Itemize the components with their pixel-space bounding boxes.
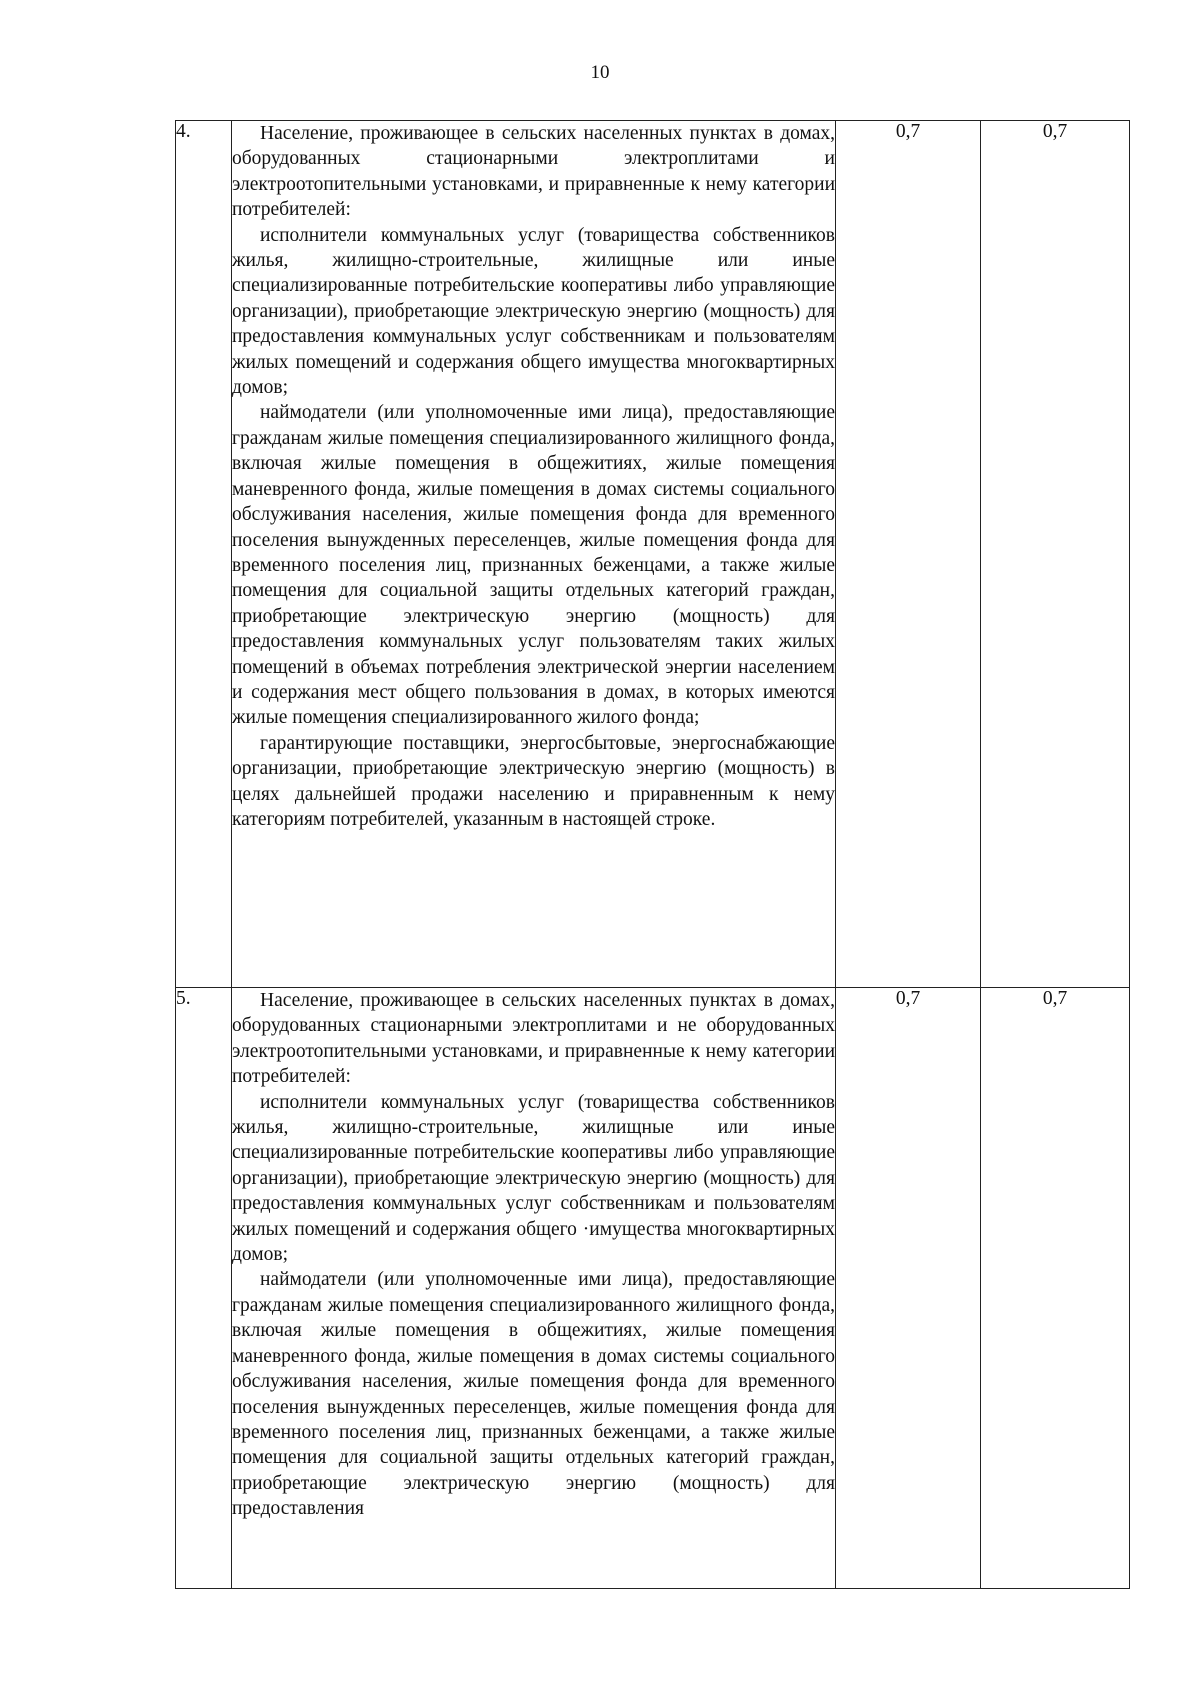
description-paragraph: наймодатели (или уполномоченные ими лица), предоставляющие гражданам жилые помещения специализированного жилищного фонда, включая жилые помещения в общежитиях, жилые помещения маневренного фонда, жилые помещения в домах системы социального обслуживания населения, жилые помещения фонда для временного поселения вынужденных переселенцев, жилые помещения фонда для временного поселения лиц, признанных беженцами, а также жилые помещения для социальной защиты отдельных категорий граждан, приобретающие электрическую энергию (мощность) для предоставления коммунальных услуг пользователям таких жилых помещений в объемах потребления электрической энергии населением и содержания мест общего пользования в домах, в которых имеются жилые помещения специализированного жилого фонда; [232, 402, 835, 729]
description-paragraph: Население, проживающее в сельских населенных пунктах в домах, оборудованных стационарными электроплитами и электроотопительными установками, и приравненные к нему категории потребителей: [232, 123, 835, 221]
value-cell-1: 0,7 [836, 988, 981, 1589]
description-paragraph: исполнители коммунальных услуг (товарищества собственников жилья, жилищно-строительные, жилищные или иные специализированные потребительские кооперативы либо управляющие организации), приобретающие электрическую энергию (мощность) для предоставления коммунальных услуг собственникам и пользователям жилых помещений и содержания общего имущества многоквартирных домов; [232, 224, 835, 399]
row-number: 5. [176, 988, 232, 1589]
description-paragraph: исполнители коммунальных услуг (товарищества собственников жилья, жилищно-строительные, жилищные или иные специализированные потребительские кооперативы либо управляющие организации), приобретающие электрическую энергию (мощность) для предоставления коммунальных услуг собственникам и пользователям жилых помещений и содержания общего ·имущества многоквартирных домов; [232, 1091, 835, 1266]
table-row [176, 988, 1130, 1589]
tariff-table [175, 120, 1130, 1589]
description-paragraph: гарантирующие поставщики, энергосбытовые, энергоснабжающие организации, приобретающие электрическую энергию (мощность) в целях дальнейшей продажи населению и приравненным к нему категориям потребителей, указанным в настоящей строке. [232, 732, 835, 830]
value-cell-2: 0,7 [981, 988, 1130, 1589]
value-cell-2: 0,7 [981, 121, 1130, 988]
table-row [176, 121, 1130, 988]
row-number: 4. [176, 121, 232, 988]
row-description [232, 121, 836, 988]
description-paragraph: Население, проживающее в сельских населенных пунктах в домах, оборудованных стационарными электроплитами и не оборудованных электроотопительными установками, и приравненные к нему категории потребителей: [232, 990, 835, 1088]
page-number: 10 [590, 62, 610, 83]
value-cell-1: 0,7 [836, 121, 981, 988]
description-paragraph: наймодатели (или уполномоченные ими лица), предоставляющие гражданам жилые помещения специализированного жилищного фонда, включая жилые помещения в общежитиях, жилые помещения маневренного фонда, жилые помещения в домах системы социального обслуживания населения, жилые помещения фонда для временного поселения вынужденных переселенцев, жилые помещения фонда для временного поселения лиц, признанных беженцами, а также жилые помещения для социальной защиты отдельных категорий граждан, приобретающие электрическую энергию (мощность) для предоставления [232, 1269, 835, 1520]
row-description [232, 988, 836, 1589]
